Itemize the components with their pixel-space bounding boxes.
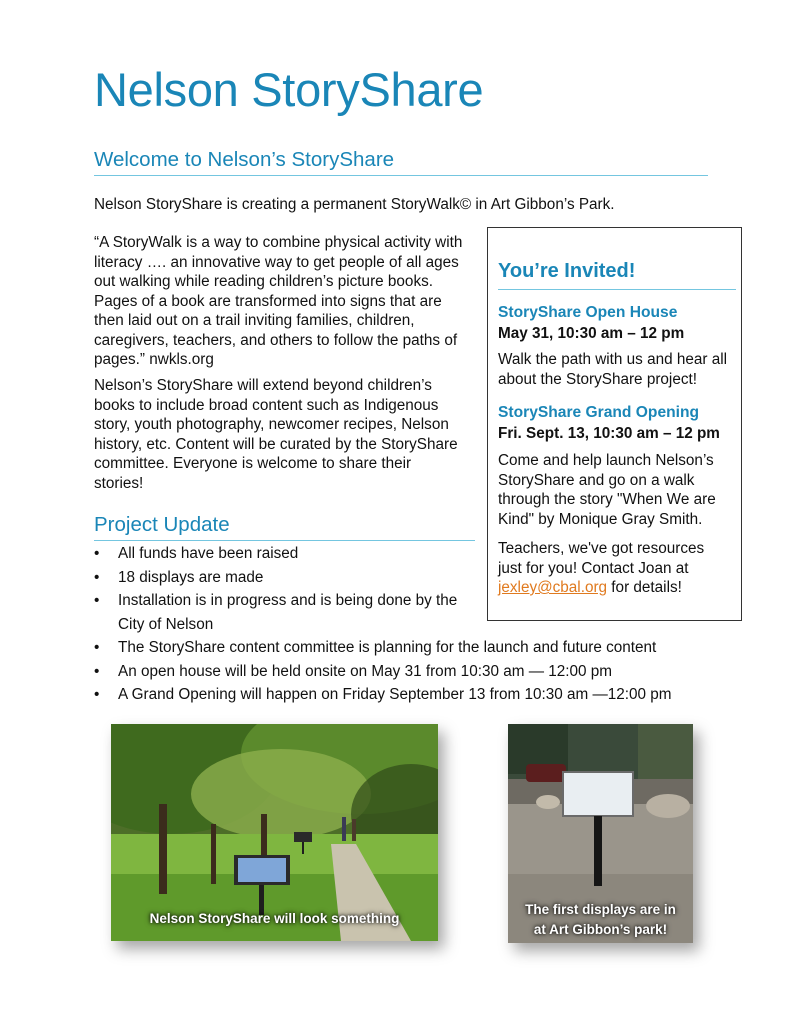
welcome-divider xyxy=(94,175,708,176)
list-item: • 18 displays are made xyxy=(94,566,672,590)
project-update-divider xyxy=(94,540,475,541)
page-title: Nelson StoryShare xyxy=(94,63,484,116)
first-display-photo xyxy=(508,724,693,943)
list-item: • The StoryShare content committee is planning for the launch and future content xyxy=(94,636,672,660)
left-photo-caption: Nelson StoryShare will look something xyxy=(149,911,400,926)
grand-opening-date: Fri. Sept. 13, 10:30 am – 12 pm xyxy=(498,425,720,442)
open-house-title: StoryShare Open House xyxy=(498,304,678,321)
intro-text: Nelson StoryShare is creating a permanent StoryWalk© in Art Gibbon’s Park. xyxy=(94,196,615,213)
list-item: • Installation is in progress and is being done by the xyxy=(94,589,672,613)
list-item: • An open house will be held onsite on May 31 from 10:30 am — 12:00 pm xyxy=(94,660,672,684)
project-update-list xyxy=(94,542,672,707)
email-link[interactable]: jexley@cbal.org xyxy=(498,579,608,596)
open-house-text: Walk the path with us and hear all about the StoryShare project! xyxy=(498,351,728,388)
right-photo-caption: The first displays are in at Art Gibbon’s park! xyxy=(525,902,676,937)
grand-opening-title: StoryShare Grand Opening xyxy=(498,404,700,421)
extend-paragraph: Nelson’s StoryShare will extend beyond children’s books to include broad content such as Indigenous story, youth photography, newcomer recipes, Nelson history, etc. Content will be curated by the StoryShare committee. Everyone is welcome to share their stories! xyxy=(94,377,458,492)
park-trail-photo xyxy=(111,724,438,941)
grand-opening-text: Come and help launch Nelson’s StoryShare and go on a walk through the story "When We are Kind" by Monique Gray Smith. xyxy=(498,452,716,528)
park-trail-image xyxy=(111,724,438,941)
list-item: • All funds have been raised xyxy=(94,542,672,566)
project-update-heading: Project Update xyxy=(94,513,230,536)
teachers-text: Teachers, we've got resources just for you! Contact Joan at jexley@cbal.org for details! xyxy=(498,540,705,596)
invite-divider xyxy=(498,289,736,290)
list-item-continuation: City of Nelson xyxy=(118,615,214,633)
invite-heading: You’re Invited! xyxy=(498,260,636,282)
list-item: • A Grand Opening will happen on Friday September 13 from 10:30 am —12:00 pm xyxy=(94,683,672,707)
storywalk-quote: “A StoryWalk is a way to combine physical activity with literacy …. an innovative way to get people of all ages out walking while reading children’s picture books. Pages of a book are transformed into signs that are then laid out on a trail inviting families, children, caregivers, teachers, and others to follow the paths of pages.” nwkls.org xyxy=(94,234,463,368)
open-house-date: May 31, 10:30 am – 12 pm xyxy=(498,325,685,342)
welcome-heading: Welcome to Nelson’s StoryShare xyxy=(94,148,395,171)
